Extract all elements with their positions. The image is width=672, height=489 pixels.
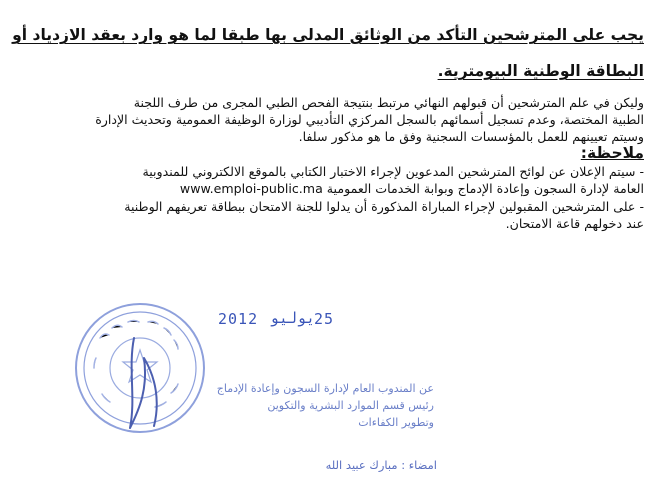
signature-line: وتطوير الكفاءات <box>358 416 434 429</box>
date-day: 25 <box>314 310 335 328</box>
heading-line-1: يجب على المترشحين التأكد من الوثائق المدلى بها طبقا لما هو وارد بعقد الازدياد أو <box>12 26 644 44</box>
paragraph-line: وليكن في علم المترشحين أن قبولهم النهائي مرتبط بنتيجة الفحص الطبي المجرى من طرف اللجنة <box>133 95 644 110</box>
note-line: - سيتم الإعلان عن لوائح المترشحين المدعوين لإجراء الاختبار الكتابي بالموقع الالكتروني للمندوبية <box>142 164 644 179</box>
paragraph-line: وسيتم تعيينهم للعمل بالمؤسسات السجنية وفق ما هو مذكور سلفا. <box>298 129 644 144</box>
official-seal-icon <box>70 298 210 438</box>
note-line: العامة لإدارة السجون وإعادة الإدماج وبوابة الخدمات العمومية www.emploi-public.ma <box>179 181 644 196</box>
paragraph-acceptance <box>20 94 644 145</box>
signature-block <box>216 380 434 431</box>
signatory-name: امضاء : مبارك عبيد الله <box>325 458 437 472</box>
heading-line-2: البطاقة الوطنية البيومترية. <box>437 62 644 80</box>
note-title: ملاحظة: <box>580 144 644 162</box>
note-line: - على المترشحين المقبولين لإجراء المباراة المذكورة أن يدلوا للجنة الامتحان ببطاقة تعريفهم الوطنية <box>124 199 644 214</box>
stamp-signature-area <box>0 290 672 489</box>
note-id-card <box>20 198 644 232</box>
signature-line: رئيس قسم الموارد البشرية والتكوين <box>267 399 434 412</box>
date-year: 2012 <box>218 310 259 328</box>
note-announcement <box>20 163 644 197</box>
paragraph-line: الطبية المختصة، وعدم تسجيل أسمائهم بالسجل المركزي التأديبي لوزارة الوظيفة العمومية وتحديث الإدارة <box>95 112 644 127</box>
date-month: يوليو <box>270 309 316 327</box>
note-line: عند دخولهم قاعة الامتحان. <box>505 216 644 231</box>
signature-line: عن المندوب العام لإدارة السجون وإعادة الإدماج <box>216 382 434 395</box>
